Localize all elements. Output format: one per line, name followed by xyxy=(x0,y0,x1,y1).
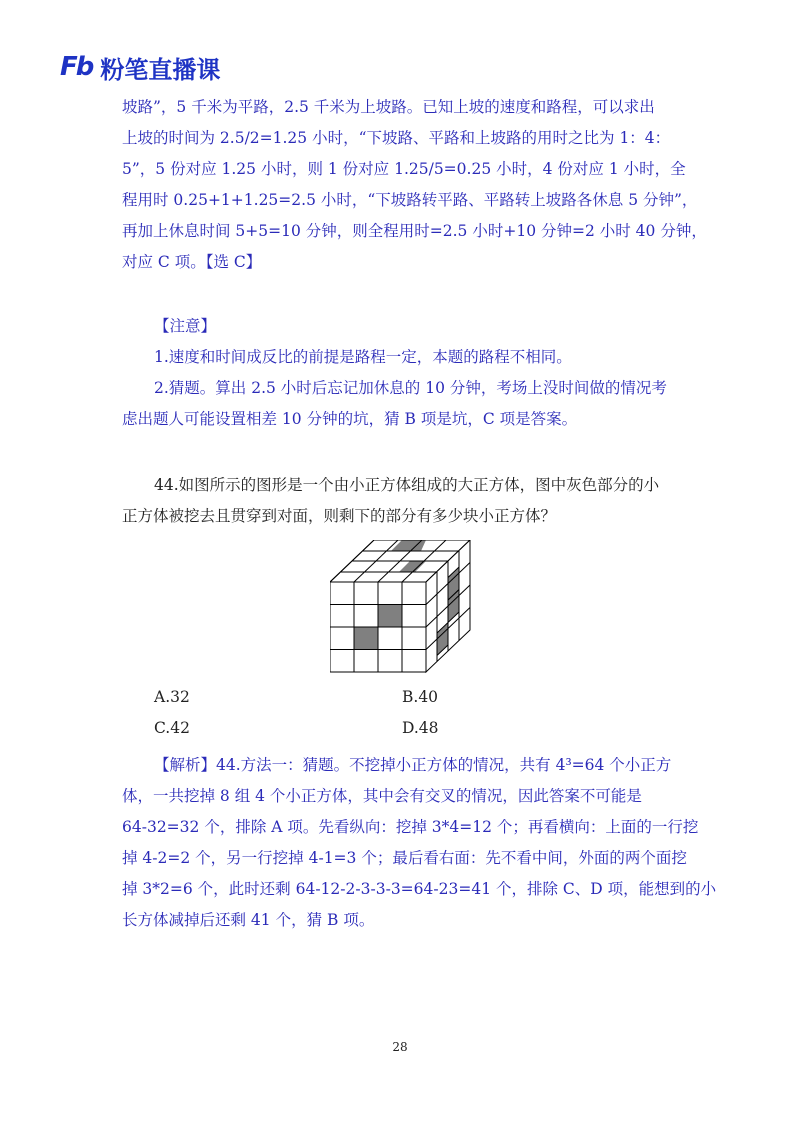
cube-diagram xyxy=(330,540,480,675)
text-line: 5”，5 份对应 1.25 小时，则 1 份对应 1.25/5=0.25 小时，4 份对应 1 小时，全 xyxy=(122,160,686,178)
note-line: 虑出题人可能设置相差 10 分钟的坑，猜 B 项是坑，C 项是答案。 xyxy=(122,410,578,428)
brand-logo xyxy=(60,50,220,84)
fenbi-logo-icon: Fb xyxy=(60,52,93,82)
analysis-line: 体，一共挖掉 8 组 4 个小正方体，其中会有交叉的情况，因此答案不可能是 xyxy=(122,787,642,805)
question-line: 正方体被挖去且贯穿到对面，则剩下的部分有多少块小正方体？ xyxy=(122,507,557,525)
option-b: B.40 xyxy=(402,688,439,706)
text-line: 上坡的时间为 2.5/2=1.25 小时，“下坡路、平路和上坡路的用时之比为 1：4： xyxy=(122,129,671,147)
analysis-line: 掉 3*2=6 个，此时还剩 64-12-2-3-3-3=64-23=41 个，排除 C、D 项，能想到的小 xyxy=(122,880,717,898)
option-d: D.48 xyxy=(402,719,439,737)
question-44 xyxy=(122,470,682,532)
option-a: A.32 xyxy=(154,688,190,706)
removed-cube-front xyxy=(354,627,378,650)
option-c: C.42 xyxy=(154,719,190,737)
text-line: 程用时 0.25+1+1.25=2.5 小时，“下坡路转平路、平路转上坡路各休息 5 分钟”， xyxy=(122,191,698,209)
removed-cube-front xyxy=(378,605,402,628)
analysis-line: 掉 4-2=2 个，另一行挖掉 4-1=3 个；最后看右面：先不看中间，外面的两个面挖 xyxy=(122,849,687,867)
analysis-section xyxy=(122,750,717,936)
note-line: 1.速度和时间成反比的前提是路程一定，本题的路程不相同。 xyxy=(154,348,572,366)
note-line: 2.猜题。算出 2.5 小时后忘记加休息的 10 分钟，考场上没时间做的情况考 xyxy=(154,379,667,397)
solution-continuation xyxy=(122,92,707,278)
cube-figure xyxy=(330,540,480,679)
question-line: 44.如图所示的图形是一个由小正方体组成的大正方体，图中灰色部分的小 xyxy=(154,476,660,494)
analysis-line: 64-32=32 个，排除 A 项。先看纵向：挖掉 3*4=12 个；再看横向：上面的一行挖 xyxy=(122,818,699,836)
text-line: 再加上休息时间 5+5=10 分钟，则全程用时=2.5 小时+10 分钟=2 小时 40 分钟， xyxy=(122,222,707,240)
note-section xyxy=(122,311,682,435)
note-heading: 【注意】 xyxy=(154,317,217,335)
analysis-line: 长方体减掉后还剩 41 个，猜 B 项。 xyxy=(122,911,375,929)
page-number: 28 xyxy=(392,1040,408,1054)
brand-name: 粉笔直播课 xyxy=(100,55,221,84)
analysis-line: 【解析】44.方法一：猜题。不挖掉小正方体的情况，共有 4³=64 个小正方 xyxy=(154,756,672,774)
text-line: 坡路”，5 千米为平路，2.5 千米为上坡路。已知上坡的速度和路程，可以求出 xyxy=(122,98,655,116)
front-face xyxy=(330,582,426,672)
text-line: 对应 C 项。【选 C】 xyxy=(122,253,262,271)
